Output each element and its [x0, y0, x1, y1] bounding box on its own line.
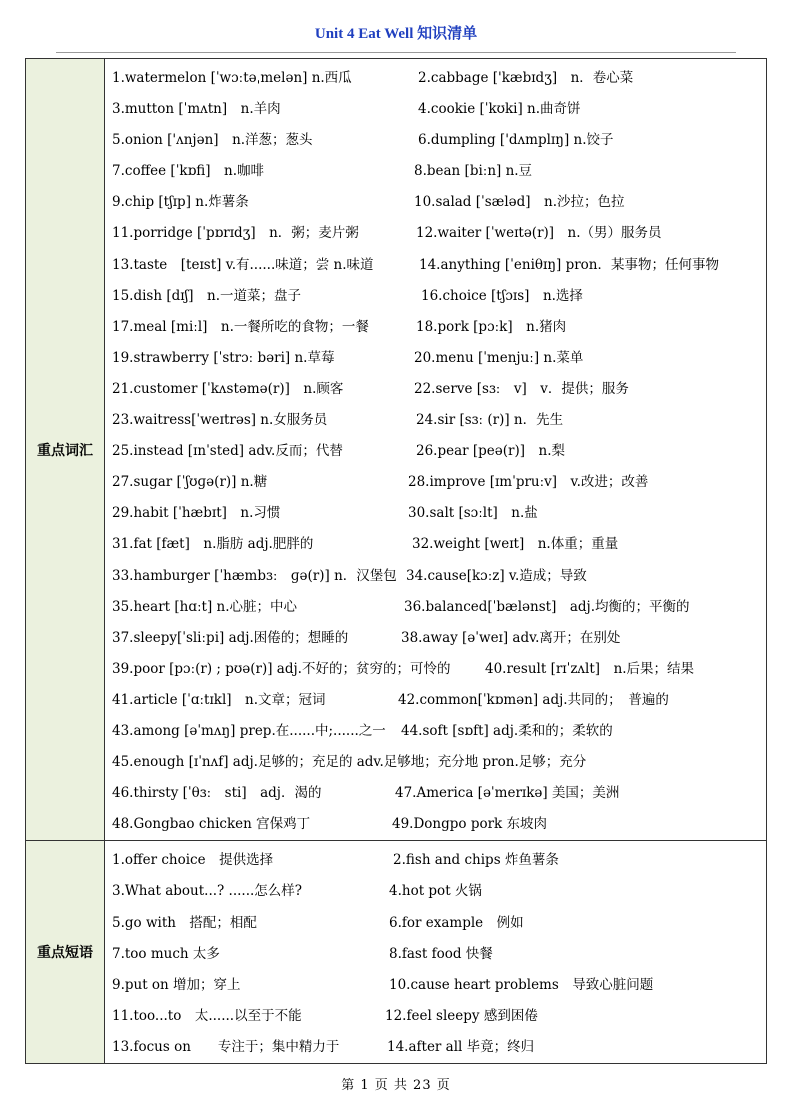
entry-left: 1.watermelon [ˈwɔːtəˌmelən] n.西瓜	[112, 70, 352, 86]
entry-left: 23.waitress[ˈweɪtrəs] n.女服务员	[112, 412, 328, 429]
table-row	[105, 215, 766, 246]
table-row	[105, 651, 766, 682]
title-divider	[56, 52, 736, 53]
entry-left: 7.too much 太多	[112, 945, 220, 962]
entry-right: 36.balanced[ˈbælənst] adj.均衡的；平衡的	[404, 598, 690, 615]
entry-right: 38.away [əˈweɪ] adv.离开；在别处	[401, 629, 621, 646]
table-row	[105, 247, 766, 278]
table-row	[105, 184, 766, 215]
entry-right: 4.hot pot 火锅	[389, 883, 482, 900]
table-row	[105, 153, 766, 184]
entry-right: 47.America [əˈmerɪkə] 美国；美洲	[395, 785, 620, 802]
entry-left: 13.taste [teɪst] v.有......味道；尝 n.味道	[112, 256, 374, 273]
table-row	[105, 744, 766, 775]
entry-right: 18.pork [pɔːk] n.猪肉	[416, 318, 567, 335]
entry-left: 27.sugar [ˈʃʊɡə(r)] n.糖	[112, 474, 268, 491]
entry-right: 16.choice [tʃɔɪs] n.选择	[421, 287, 583, 304]
table-row	[105, 402, 766, 433]
entry-right: 42.common[ˈkɒmən] adj.共同的； 普遍的	[398, 691, 669, 708]
entry-left: 41.article [ˈɑːtɪkl] n.文章；冠词	[112, 691, 326, 708]
table-row	[105, 558, 766, 589]
phrases-section	[26, 841, 767, 1064]
page-title: Unit 4 Eat Well 知识清单	[314, 26, 478, 42]
entry-left: 13.focus on 专注于；集中精力于	[112, 1038, 340, 1055]
table-row	[105, 936, 766, 967]
entry-left: 7.coffee [ˈkɒfi] n.咖啡	[112, 163, 264, 180]
entry-right: 44.soft [sɒft] adj.柔和的；柔软的	[401, 722, 613, 739]
entry-left: 45.enough [ɪˈnʌf] adj.足够的；充足的 adv.足够地；充分地 pron.足够；充分	[112, 754, 587, 771]
entry-right: 14.anything [ˈeniθɪŋ] pron．某事物；任何事物	[419, 256, 719, 273]
entry-right: 24.sir [sɜː (r)] n．先生	[416, 412, 564, 429]
entry-left: 17.meal [miːl] n.一餐所吃的食物；一餐	[112, 318, 369, 335]
entry-left: 33.hamburger [ˈhæmbɜː ɡə(r)] n．汉堡包	[112, 567, 397, 584]
entry-right: 26.pear [peə(r)] n.梨	[416, 443, 566, 460]
entry-left: 1.offer choice 提供选择	[112, 852, 274, 869]
table-row	[105, 775, 766, 806]
entry-left: 25.instead [ɪnˈsted] adv.反而；代替	[112, 443, 343, 460]
entry-right: 40.result [rɪˈzʌlt] n.后果；结果	[485, 660, 695, 677]
table-row	[105, 998, 766, 1029]
entry-right: 30.salt [sɔːlt] n.盐	[408, 505, 538, 522]
entry-left: 39.poor [pɔː(r) ; pʊə(r)] adj.不好的；贫穷的；可怜的	[112, 660, 451, 677]
phrases-content	[105, 841, 767, 1064]
table-row	[105, 682, 766, 713]
table-row	[105, 713, 766, 744]
entry-left: 5.go with 搭配；相配	[112, 914, 257, 931]
table-row	[105, 60, 766, 91]
entry-right: 34.cause[kɔːz] v.造成；导致	[406, 567, 587, 584]
entry-left: 37.sleepy[ˈsliːpi] adj.困倦的；想睡的	[112, 629, 349, 646]
entry-left: 35.heart [hɑːt] n.心脏；中心	[112, 598, 297, 615]
entry-left: 15.dish [dɪʃ] n.一道菜；盘子	[112, 287, 301, 304]
phrase-rows	[105, 841, 766, 1063]
entry-right: 22.serve [sɜː v] v．提供；服务	[414, 380, 629, 397]
table-row	[105, 495, 766, 526]
entry-left: 21.customer [ˈkʌstəmə(r)] n.顾客	[112, 380, 344, 397]
entry-left: 9.put on 增加；穿上	[112, 976, 241, 993]
knowledge-table	[25, 58, 767, 1064]
entry-left: 29.habit [ˈhæbɪt] n.习惯	[112, 505, 281, 522]
entry-right: 14.after all 毕竟；终归	[387, 1038, 535, 1055]
table-row	[105, 464, 766, 495]
phrases-category-label: 重点短语	[26, 841, 105, 1064]
entry-right: 10.cause heart problems 导致心脏问题	[389, 976, 654, 993]
entry-left: 9.chip [tʃɪp] n.炸薯条	[112, 194, 249, 211]
entry-right: 2.cabbage ['kæbɪdʒ] n．卷心菜	[418, 70, 634, 86]
entry-left: 46.thirsty [ˈθɜː sti] adj．渴的	[112, 785, 322, 802]
entry-left: 43.among [əˈmʌŋ] prep.在......中;......之一	[112, 722, 386, 739]
table-row	[105, 122, 766, 153]
entry-right: 6.dumpling ['dʌmplɪŋ] n.饺子	[418, 132, 614, 149]
table-row	[105, 309, 766, 340]
table-row	[105, 967, 766, 998]
table-row	[105, 1029, 766, 1060]
entry-right: 8.fast food 快餐	[389, 945, 493, 962]
table-row	[105, 620, 766, 651]
entry-right: 49.Dongpo pork 东坡肉	[392, 816, 548, 833]
table-row	[105, 905, 766, 936]
vocab-rows	[105, 59, 766, 840]
entry-right: 12.waiter [ˈweɪtə(r)] n.（男）服务员	[416, 225, 662, 242]
page-footer: 第 1 页 共 23 页	[341, 1078, 451, 1093]
table-row	[105, 806, 766, 837]
table-row	[105, 91, 766, 122]
vocab-section	[26, 59, 767, 841]
entry-left: 3.What about...? ......怎么样?	[112, 883, 303, 900]
entry-left: 3.mutton [ˈmʌtn] n.羊肉	[112, 101, 281, 118]
table-row	[105, 873, 766, 904]
entry-left: 48.Gongbao chicken 宫保鸡丁	[112, 816, 311, 833]
table-row	[105, 340, 766, 371]
entry-left: 31.fat [fæt] n.脂肪 adj.肥胖的	[112, 536, 314, 553]
vocab-category-label: 重点词汇	[26, 59, 105, 841]
entry-right: 28.improve [ɪmˈpruːv] v.改进；改善	[408, 474, 649, 491]
table-row	[105, 526, 766, 557]
table-row	[105, 278, 766, 309]
entry-right: 32.weight [weɪt] n.体重；重量	[412, 536, 619, 553]
entry-right: 12.feel sleepy 感到困倦	[385, 1007, 538, 1024]
table-row	[105, 842, 766, 873]
table-row	[105, 589, 766, 620]
entry-left: 11.porridge [ˈpɒrɪdʒ] n．粥；麦片粥	[112, 225, 359, 242]
table-row	[105, 371, 766, 402]
entry-right: 20.menu [ˈmenjuː] n.菜单	[414, 349, 584, 366]
entry-right: 2.fish and chips 炸鱼薯条	[393, 852, 559, 869]
entry-right: 8.bean [biːn] n.豆	[414, 163, 533, 180]
entry-right: 10.salad [ˈsæləd] n.沙拉；色拉	[414, 194, 625, 211]
entry-left: 19.strawberry [ˈstrɔː bəri] n.草莓	[112, 349, 335, 366]
entry-left: 5.onion ['ʌnjən] n.洋葱；葱头	[112, 132, 313, 149]
table-row	[105, 433, 766, 464]
entry-left: 11.too...to 太......以至于不能	[112, 1007, 302, 1024]
entry-right: 4.cookie [ˈkʊki] n.曲奇饼	[418, 101, 581, 118]
vocab-content	[105, 59, 767, 841]
entry-right: 6.for example 例如	[389, 914, 524, 931]
